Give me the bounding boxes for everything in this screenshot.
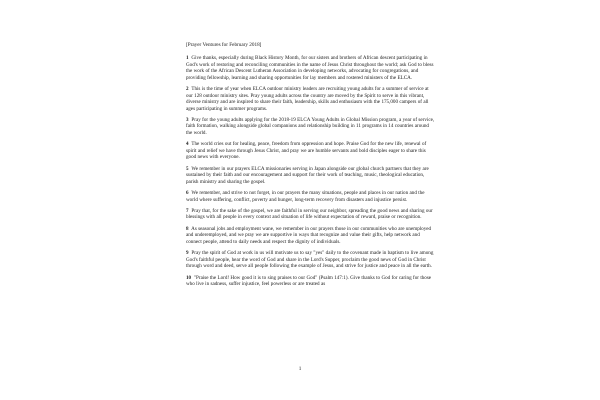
prayer-paragraph [186, 190, 436, 203]
document-body [186, 42, 436, 293]
paragraph-text: Give thanks, especially during Black History Month, for our sisters and brothers of African descent participating in God's work of restoring and reconciling communities in the name of Jesus Christ throughout the world; ask God to bless the work of the African Descent Lutheran Association in developing networks, advocating for congregations, and providing fellowship, learning and sharing opportunities for lay members and rostered ministers of the ELCA. [186, 55, 434, 81]
paragraph-number: 3 [186, 117, 189, 124]
document-title: [Prayer Ventures for February 2018] [186, 42, 262, 48]
paragraph-text: Pray the spirit of God at work in us will motivate us to say "yes" daily to the covenant made in baptism to live among God's faithful people, hear the word of God and share in the Lord's Supper, proclaim the good news of God in Christ through word and deed, serve all people following the example of Jesus, and strive for justice and peace in all the earth. [186, 250, 434, 270]
paragraph-text: "Praise the Lord! How good it is to sing praises to our God" (Psalm 147:1). Give thanks to God for caring for those who live in sadness, suffer injustice, feel powerless or are treated as [186, 274, 432, 288]
paragraph-text: Pray that, for the sake of the gospel, we are faithful in serving our neighbor, spreading the good news and sharing our blessings with all people in every context and situation of life without expectation of reward, praise or recognition. [186, 208, 433, 221]
paragraph-number: 4 [186, 141, 189, 148]
prayer-paragraph [186, 250, 436, 269]
prayer-paragraph [186, 275, 436, 288]
prayer-paragraph [186, 166, 436, 185]
prayer-paragraph [186, 141, 436, 160]
paragraph-number: 5 [186, 165, 189, 172]
paragraph-text: As seasonal jobs and employment wane, we remember in our prayers those in our communities who are unemployed and underemployed, and we pray we are supportive in ways that recognize and value their gifts, help network and connect people, attend to daily needs and respect the dignity of individuals. [186, 225, 432, 245]
prayer-paragraph [186, 117, 436, 136]
paragraph-text: The world cries out for healing, peace, freedom from oppression and hope. Praise God for the new life, renewal of spirit and relief we have through Jesus Christ, and pray we are humble servants and bold disciples eager to share this good news with everyone. [186, 141, 427, 161]
prayer-paragraph [186, 86, 436, 112]
prayer-paragraph [186, 226, 436, 245]
paragraph-text: We remember, and strive to not forget, in our prayers the many situations, people and places in our nation and the world where suffering, conflict, poverty and hunger, long-term recovery from disasters and injustice persist. [186, 190, 425, 203]
paragraph-number: 9 [186, 250, 189, 257]
paragraph-text: We remember in our prayers ELCA missionaries serving in Japan alongside our global church partners that they are sustained by their faith and our encouragement and support for their work of teaching, music, theological education, parish ministry and sharing the gospel. [186, 165, 429, 185]
prayer-paragraph [186, 208, 436, 221]
prayer-paragraph [186, 55, 436, 81]
paragraph-number: 10 [186, 274, 192, 281]
paragraph-number: 7 [186, 208, 189, 215]
paragraph-number: 2 [186, 86, 189, 93]
paragraph-text: Pray for the young adults applying for the 2018-19 ELCA Young Adults in Global Mission program, a year of service, faith formation, walking alongside global companions and relationship building in 11 programs in 14 countries around the world. [186, 117, 435, 136]
paragraph-number: 8 [186, 225, 189, 232]
page-number: 1 [298, 366, 302, 372]
paragraph-number: 1 [186, 55, 189, 62]
paragraph-number: 6 [186, 190, 189, 197]
paragraph-text: This is the time of year when ELCA outdoor ministry leaders are recruiting young adults for a summer of service at our 128 outdoor ministry sites. Pray young adults across the country are moved by the Spirit to serve in this vibrant, diverse ministry and are inspired to share their faith, leadership, skills and enthusiasm with the 175,000 campers of all ages participating in summer programs. [186, 86, 429, 112]
